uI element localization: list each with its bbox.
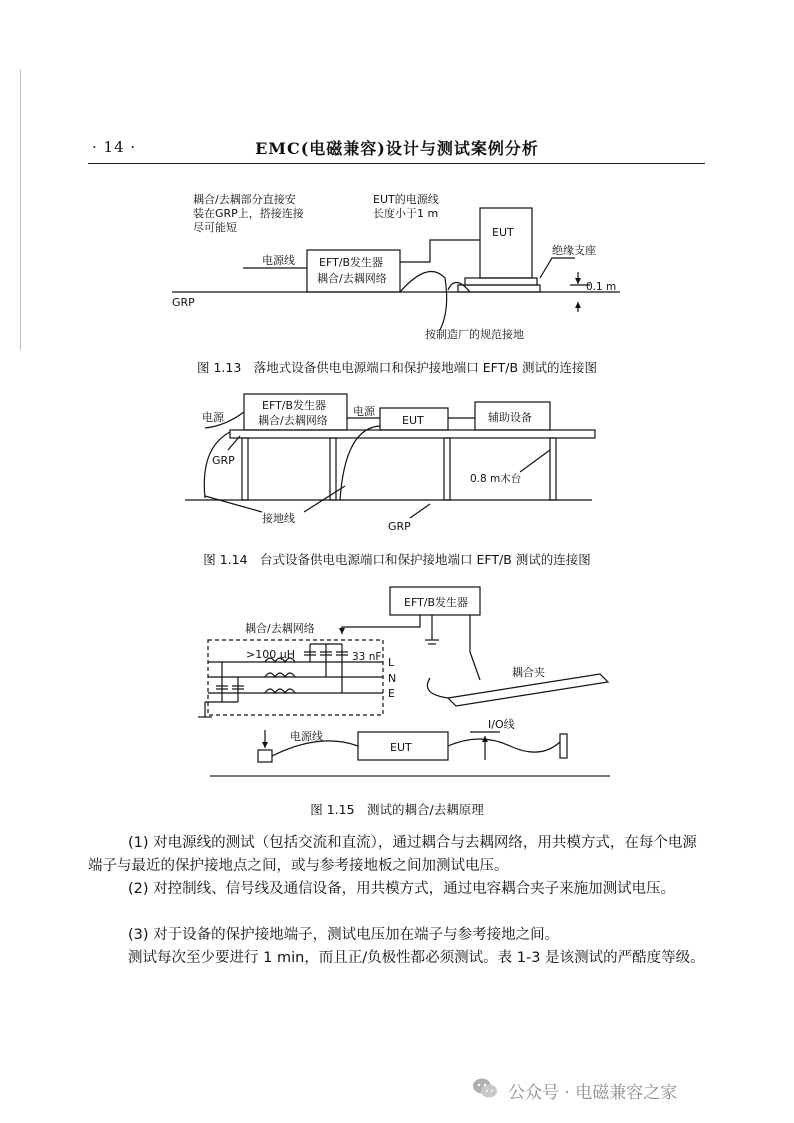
eut-label: EUT: [390, 741, 412, 754]
n-label: N: [388, 672, 397, 685]
paragraph-1: (1) 对电源线的测试（包括交流和直流），通过耦合与去耦网络，用共模方式，在每个电源端子与最近的保护接地点之间，或与参考接地板之间加测试电压。: [88, 835, 697, 874]
figure-1-15: [0, 582, 794, 782]
generator-label-1: EFT/B发生器: [262, 399, 327, 412]
header-rule: [88, 163, 705, 164]
page-number: · 14 ·: [92, 138, 137, 156]
aux-label: 辅助设备: [488, 411, 532, 424]
e-label: E: [388, 687, 395, 700]
note-eut-line-2: 长度小于1 m: [373, 207, 439, 220]
table-top: [230, 430, 595, 438]
grp-label: GRP: [172, 296, 195, 309]
paragraph-2: (2) 对控制线、信号线及通信设备，用共模方式，通过电容耦合夹子来施加测试电压。: [128, 881, 676, 897]
wechat-icon: [472, 1077, 498, 1099]
note-coupler-2: 装在GRP上，搭接连接: [193, 207, 304, 220]
grp-left-label: GRP: [212, 454, 235, 467]
power2-label: 电源: [353, 405, 375, 418]
capacitor-label: 33 nF: [352, 651, 382, 663]
l-label: L: [388, 656, 395, 669]
power-line-label: 电源线: [290, 730, 323, 743]
generator-label-2: 耦合/去耦网络: [258, 414, 328, 427]
io-line-label: I/O线: [488, 718, 515, 731]
insulating-support-label: 绝缘支座: [552, 244, 596, 257]
table-label: 0.8 m木台: [470, 473, 522, 485]
inductor-label: >100 μH: [246, 648, 295, 661]
clamp-label: 耦合夹: [512, 666, 545, 679]
running-title: EMC(电磁兼容)设计与测试案例分析: [255, 139, 539, 158]
figure-1-14-caption: 图 1.14 台式设备供电电源端口和保护接地端口 EFT/B 测试的连接图: [203, 552, 591, 567]
generator-label-2: 耦合/去耦网络: [317, 272, 387, 285]
grp-bottom-label: GRP: [388, 520, 411, 533]
height-label: 0.1 m: [586, 281, 617, 293]
figure-1-13-caption: 图 1.13 落地式设备供电电源端口和保护接地端口 EFT/B 测试的连接图: [196, 360, 598, 375]
figure-1-15-caption: 图 1.15 测试的耦合/去耦原理: [310, 802, 484, 817]
eut-power-cable: [400, 240, 480, 262]
generator-label: EFT/B发生器: [404, 596, 469, 609]
eut-box: [480, 208, 532, 278]
generator-label-1: EFT/B发生器: [319, 256, 384, 269]
figure-1-13: [0, 180, 794, 340]
figure-1-14: [0, 388, 794, 538]
note-coupler-3: 尽可能短: [193, 221, 237, 234]
power-line-label: 电源线: [262, 254, 295, 267]
note-coupler-1: 耦合/去耦部分直接安: [193, 193, 296, 206]
ground-note: 按制造厂的规范接地: [425, 328, 524, 340]
ground-wire-label: 接地线: [262, 512, 295, 525]
network-label: 耦合/去耦网络: [245, 622, 315, 635]
paragraph-4: 测试每次至少要进行 1 min，而且正/负极性都必须测试。表 1-3 是该测试的严酷度等级。: [128, 950, 705, 966]
eut-label: EUT: [492, 226, 514, 239]
paragraph-3: (3) 对于设备的保护接地端子，测试电压加在端子与参考接地之间。: [128, 927, 560, 943]
note-eut-line-1: EUT的电源线: [373, 193, 439, 206]
eut-label: EUT: [402, 414, 424, 427]
power-label: 电源: [202, 411, 224, 424]
watermark-text: 公众号 · 电磁兼容之家: [508, 1083, 678, 1103]
